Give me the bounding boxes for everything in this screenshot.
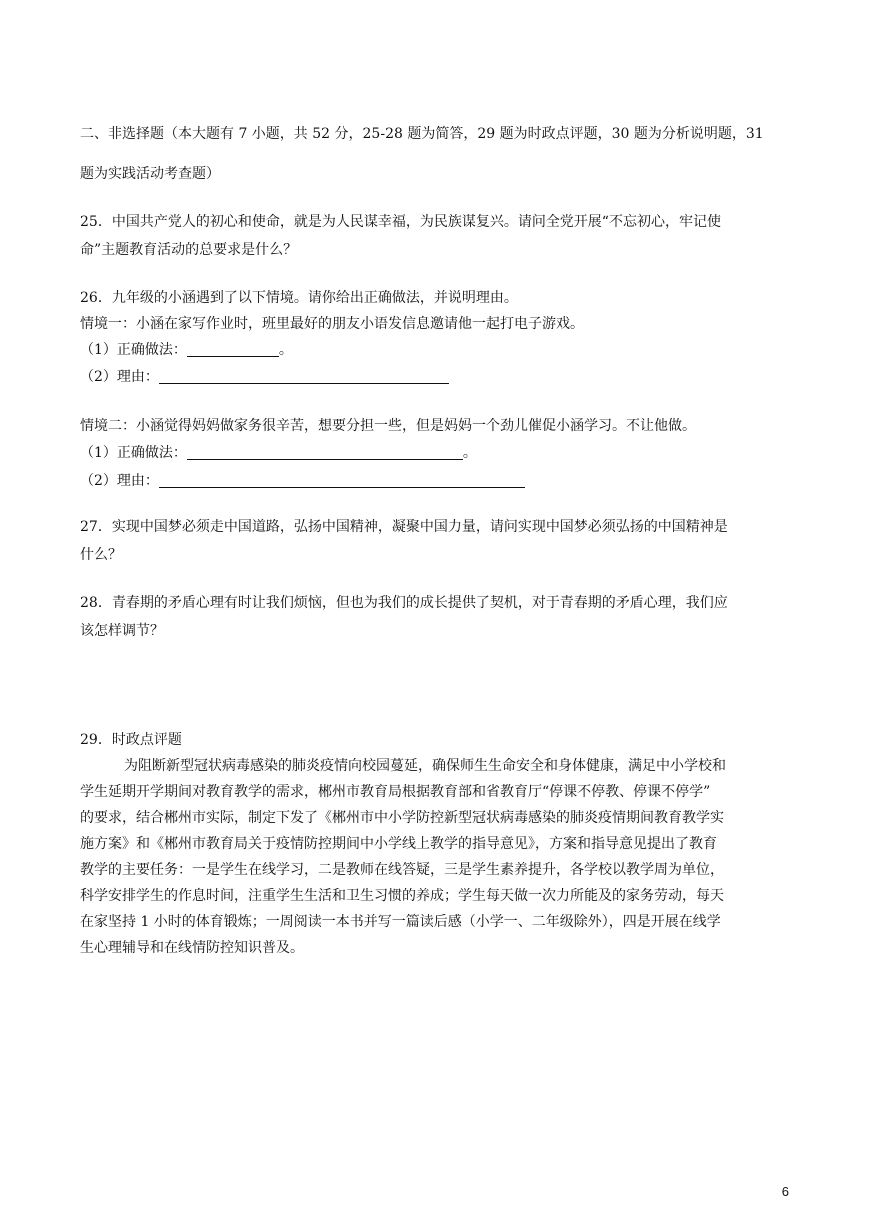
reason-blank[interactable]: [159, 473, 525, 488]
question-26-intro: 26．九年级的小涵遇到了以下情境。请你给出正确做法，并说明理由。: [80, 290, 518, 306]
answer-blank[interactable]: [187, 445, 463, 460]
question-29-paragraph-line: 科学安排学生的作息时间，注重学生生活和卫生习惯的养成；学生每天做一次力所能及的家务劳动，每天: [80, 888, 724, 904]
question-29-paragraph-line: 为阻断新型冠状病毒感染的肺炎疫情向校园蔓延，确保师生生命安全和身体健康，满足中小学校和: [124, 758, 726, 774]
question-28-line1: 28．青春期的矛盾心理有时让我们烦恼，但也为我们的成长提供了契机，对于青春期的矛盾心理，我们应: [80, 595, 728, 611]
scenario-1-answer-2: [80, 367, 449, 387]
section-heading-line2: 题为实践活动考查题）: [80, 166, 220, 182]
answer-label: （1）正确做法：: [80, 342, 187, 358]
scenario-2-text: 情境二：小涵觉得妈妈做家务很辛苦，想要分担一些，但是妈妈一个劲儿催促小涵学习。不让他做。: [80, 418, 696, 434]
question-29-paragraph-line: 生心理辅导和在线情防控知识普及。: [80, 940, 304, 956]
question-25-line2: 命”主题教育活动的总要求是什么？: [80, 242, 298, 258]
reason-label: （2）理由：: [80, 369, 159, 385]
question-29-paragraph-line: 学生延期开学期间对教育教学的需求，郴州市教育局根据教育部和省教育厅“停课不停教、停课不停学”: [80, 784, 711, 800]
scenario-2-answer-1: [80, 443, 477, 463]
scenario-1-answer-1: [80, 340, 293, 360]
section-heading-line1: 二、非选择题（本大题有 7 小题，共 52 分，25-28 题为简答，29 题为时政点评题，30 题为分析说明题，31: [80, 126, 764, 142]
scenario-1-text: 情境一：小涵在家写作业时，班里最好的朋友小语发信息邀请他一起打电子游戏。: [80, 316, 584, 332]
reason-label: （2）理由：: [80, 473, 159, 489]
question-29-paragraph-line: 在家坚持 1 小时的体育锻炼；一周阅读一本书并写一篇读后感（小学一、二年级除外），四是开展在线学: [80, 914, 721, 930]
question-25-line1: 25．中国共产党人的初心和使命，就是为人民谋幸福，为民族谋复兴。请问全党开展“不忘初心，牢记使: [80, 214, 721, 230]
question-27-line2: 什么？: [80, 547, 122, 563]
page-number: 6: [781, 1184, 789, 1199]
scenario-2-answer-2: [80, 471, 525, 491]
question-29-paragraph-line: 的要求，结合郴州市实际，制定下发了《郴州市中小学防控新型冠状病毒感染的肺炎疫情期间教育教学实: [80, 810, 724, 826]
answer-period: 。: [278, 342, 293, 358]
answer-blank[interactable]: [187, 342, 279, 357]
question-29-paragraph-line: 施方案》和《郴州市教育局关于疫情防控期间中小学线上教学的指导意见》，方案和指导意见提出了教育: [80, 836, 717, 852]
answer-period: 。: [462, 445, 477, 461]
answer-label: （1）正确做法：: [80, 445, 187, 461]
question-29-title: 29．时政点评题: [80, 732, 182, 748]
question-27-line1: 27．实现中国梦必须走中国道路，弘扬中国精神，凝聚中国力量，请问实现中国梦必须弘扬的中国精神是: [80, 519, 728, 535]
question-28-line2: 该怎样调节？: [80, 623, 164, 639]
question-29-paragraph-line: 教学的主要任务：一是学生在线学习，二是教师在线答疑，三是学生素养提升，各学校以教学周为单位，: [80, 862, 724, 878]
reason-blank[interactable]: [159, 369, 449, 384]
